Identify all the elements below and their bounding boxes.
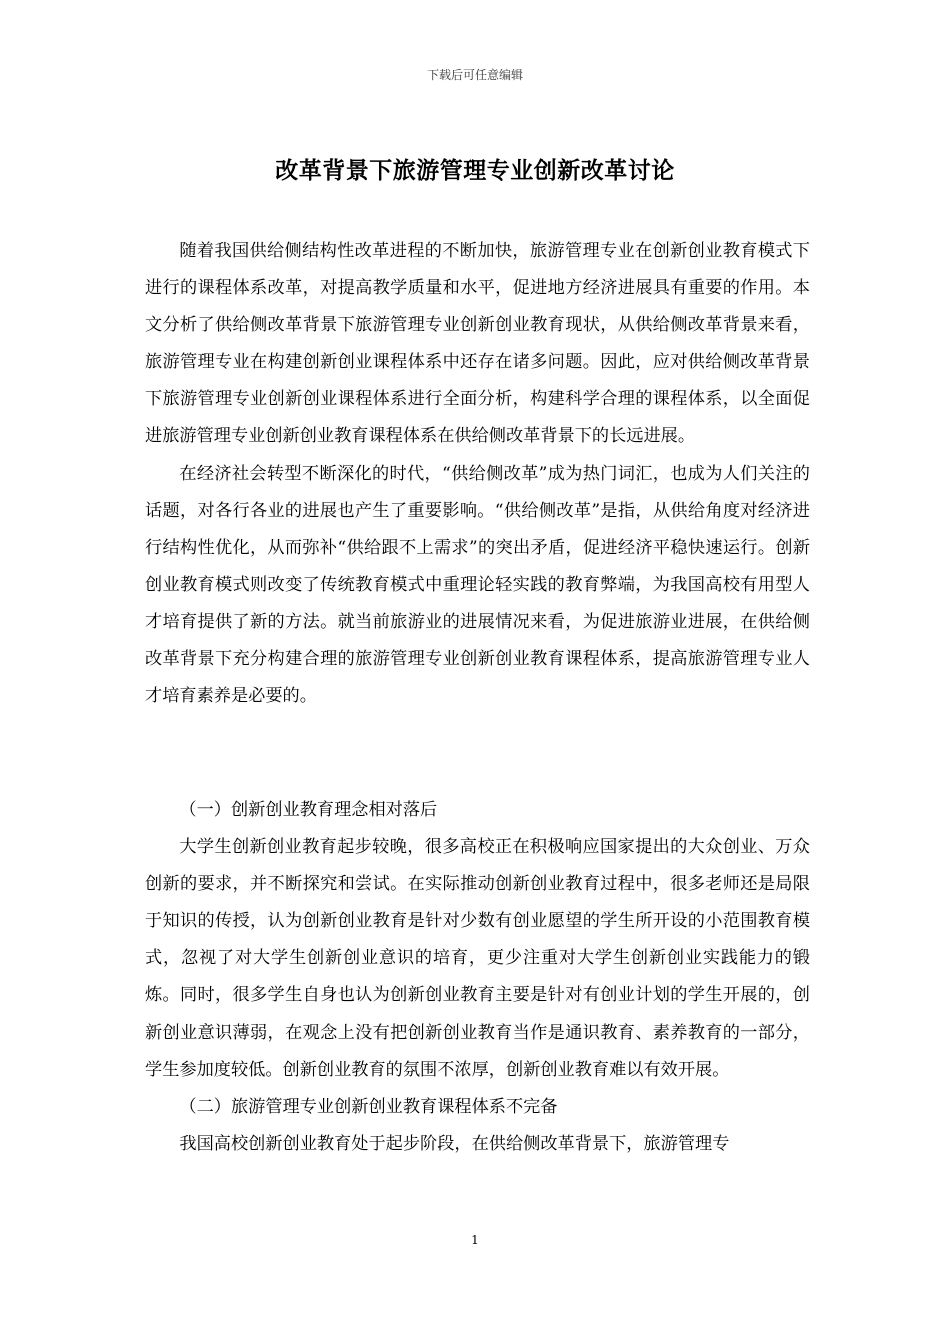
paragraph: 随着我国供给侧结构性改革进程的不断加快，旅游管理专业在创新创业教育模式下进行的课程体系改革，对提高教学质量和水平，促进地方经济进展具有重要的作用。本文分析了供给侧改革背景下旅游管理专业创新创业教育现状，从供给侧改革背景来看，旅游管理专业在构建创新创业课程体系中还存在诸多问题。因此，应对供给侧改革背景下旅游管理专业创新创业课程体系进行全面分析，构建科学合理的课程体系，以全面促进旅游管理专业创新创业教育课程体系在供给侧改革背景下的长远进展。 [145, 241, 810, 447]
section-heading-2: （二）旅游管理专业创新创业教育课程体系不完备 [179, 1096, 558, 1117]
intro-section [145, 233, 810, 715]
page-header-note: 下载后可任意编辑 [426, 68, 523, 82]
document-title: 改革背景下旅游管理专业创新改革讨论 [275, 157, 675, 184]
section-paragraph-2: 我国高校创新创业教育处于起步阶段，在供给侧改革背景下，旅游管理专 [179, 1133, 730, 1154]
paragraph: 在经济社会转型不断深化的时代，“供给侧改革”成为热门词汇，也成为人们关注的话题，对各行各业的进展也产生了重要影响。“供给侧改革”是指，从供给角度对经济进行结构性优化，从而弥补“供给跟不上需求”的突出矛盾，促进经济平稳快速运行。创新创业教育模式则改变了传统教育模式中重理论轻实践的教育弊端，为我国高校有用型人才培育提供了新的方法。就当前旅游业的进展情况来看，为促进旅游业进展，在供给侧改革背景下充分构建合理的旅游管理专业创新创业教育课程体系，提高旅游管理专业人才培育素养是必要的。 [145, 463, 810, 707]
section-paragraph-1: 大学生创新创业教育起步较晚，很多高校正在积极响应国家提出的大众创业、万众创新的要求，并不断探究和尝试。在实际推动创新创业教育过程中，很多老师还是局限于知识的传授，认为创新创业教育是针对少数有创业愿望的学生所开设的小范围教育模式，忽视了对大学生创新创业意识的培育，更少注重对大学生创新创业实践能力的锻炼。同时，很多学生自身也认为创新创业教育主要是针对有创业计划的学生开展的，创新创业意识薄弱，在观念上没有把创新创业教育当作是通识教育、素养教育的一部分，学生参加度较低。创新创业教育的氛围不浓厚，创新创业教育难以有效开展。 [145, 837, 810, 1080]
section-heading-1: （一）创新创业教育理念相对落后 [179, 800, 438, 820]
page-number: 1 [471, 1233, 479, 1247]
problems-section [145, 792, 810, 1163]
